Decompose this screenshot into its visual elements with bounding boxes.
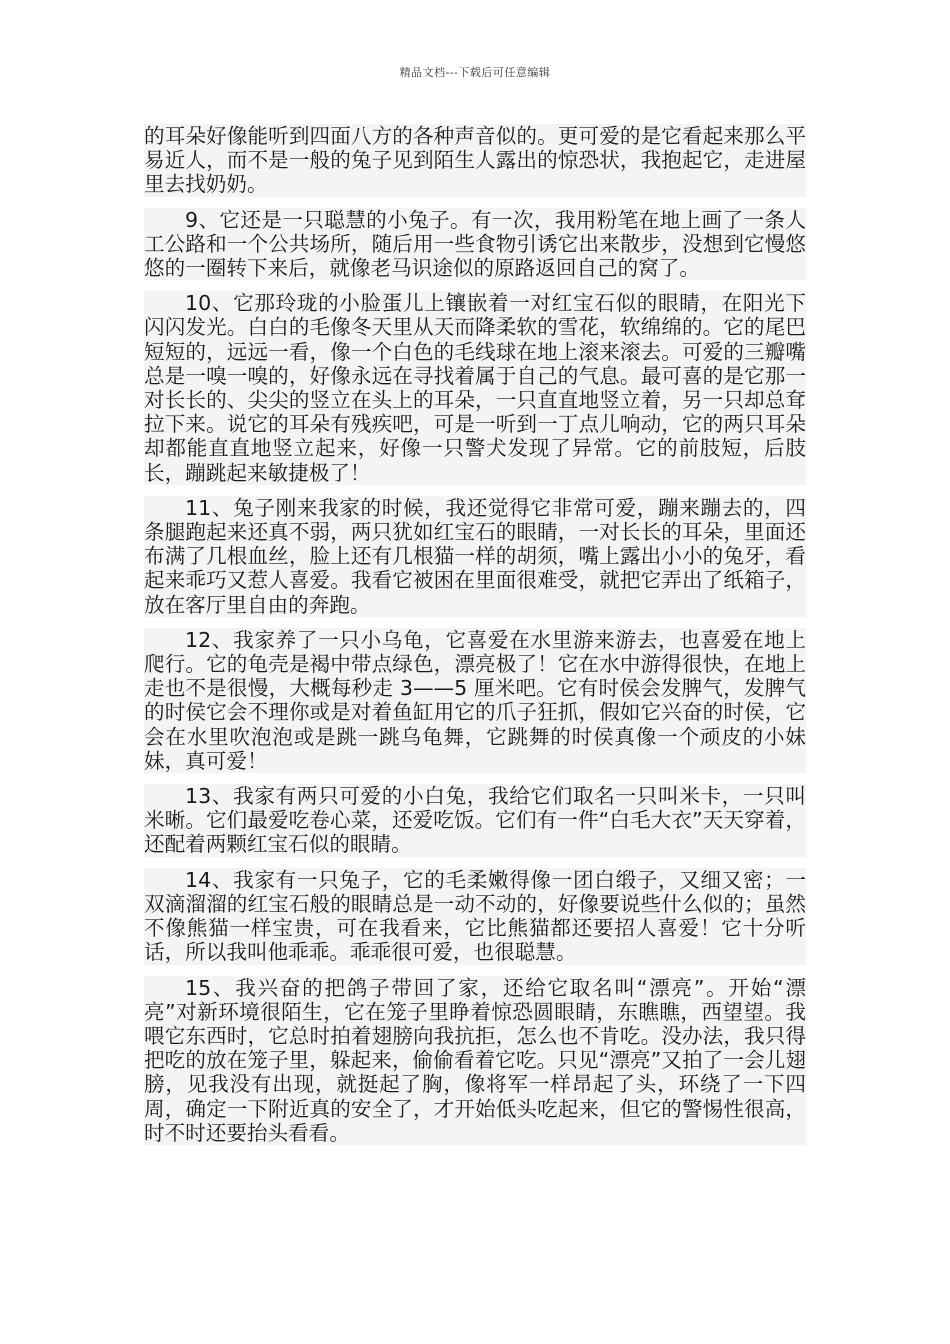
paragraph-continuation: 的耳朵好像能听到四面八方的各种声音似的。更可爱的是它看起来那么平易近人，而不是一般的兔子见到陌生人露出的惊恐状，我抱起它，走进屋里去找奶奶。 <box>144 124 806 197</box>
paragraph-12: 12、我家养了一只小乌龟，它喜爱在水里游来游去，也喜爱在地上爬行。它的龟壳是褐中带点绿色，漂亮极了！它在水中游得很快，在地上走也不是很慢，大概每秒走 3——5 厘米吧。它有时侯会发脾气，发脾气的时侯它会不理你或是对着鱼缸用它的爪子狂抓，假如它兴奋的时侯，它会在水里吹泡泡或是跳一跳乌龟舞，它跳舞的时侯真像一个顽皮的小妹妹，真可爱！ <box>144 627 806 773</box>
document-body <box>144 124 806 1156</box>
paragraph-10: 10、它那玲珑的小脸蛋儿上镶嵌着一对红宝石似的眼睛，在阳光下闪闪发光。白白的毛像冬天里从天而降柔软的雪花，软绵绵的。它的尾巴短短的，远远一看，像一个白色的毛线球在地上滚来滚去。可爱的三瓣嘴总是一嗅一嗅的，好像永远在寻找着属于自己的气息。最可喜的是它那一对长长的、尖尖的竖立在头上的耳朵，一只直直地竖立着，另一只却总耷拉下来。说它的耳朵有残疾吧，可是一听到一丁点儿响动，它的两只耳朵却都能直直地竖立起来，好像一只警犬发现了异常。它的前肢短，后肢长，蹦跳起来敏捷极了！ <box>144 291 806 485</box>
page-header: 精品文档---下载后可任意编辑 <box>399 66 551 79</box>
paragraph-11: 11、兔子刚来我家的时候，我还觉得它非常可爱，蹦来蹦去的，四条腿跑起来还真不弱，两只犹如红宝石的眼睛，一对长长的耳朵，里面还布满了几根血丝，脸上还有几根猫一样的胡须，嘴上露出小小的兔牙，看起来乖巧又惹人喜爱。我看它被困在里面很难受，就把它弄出了纸箱子，放在客厅里自由的奔跑。 <box>144 495 806 617</box>
paragraph-9: 9、它还是一只聪慧的小兔子。有一次，我用粉笔在地上画了一条人工公路和一个公共场所，随后用一些食物引诱它出来散步，没想到它慢悠悠的一圈转下来后，就像老马识途似的原路返回自己的窝了。 <box>144 207 806 281</box>
paragraph-13: 13、我家有两只可爱的小白兔，我给它们取名一只叫米卡，一只叫米晰。它们最爱吃卷心菜，还爱吃饭。它们有一件“白毛大衣”天天穿着，还配着两颗红宝石似的眼睛。 <box>144 784 806 857</box>
paragraph-14: 14、我家有一只兔子，它的毛柔嫩得像一团白缎子，又细又密；一双滴溜溜的红宝石般的眼睛总是一动不动的，好像要说些什么似的；虽然不像熊猫一样宝贵，可在我看来，它比熊猫都还要招人喜爱！它十分听话，所以我叫他乖乖。乖乖很可爱，也很聪慧。 <box>144 867 806 965</box>
paragraph-15: 15、我兴奋的把鸽子带回了家，还给它取名叫“漂亮”。开始“漂亮”对新环境很陌生，它在笼子里睁着惊恐圆眼睛，东瞧瞧，西望望。我喂它东西时，它总时拍着翅膀向我抗拒，怎么也不肯吃。没办法，我只得把吃的放在笼子里，躲起来，偷偷看着它吃。只见“漂亮”又拍了一会儿翅膀，见我没有出现，就挺起了胸，像将军一样昂起了头，环绕了一下四周，确定一下附近真的安全了，才开始低头吃起来，但它的警惕性很高，时不时还要抬头看看。 <box>144 975 806 1145</box>
